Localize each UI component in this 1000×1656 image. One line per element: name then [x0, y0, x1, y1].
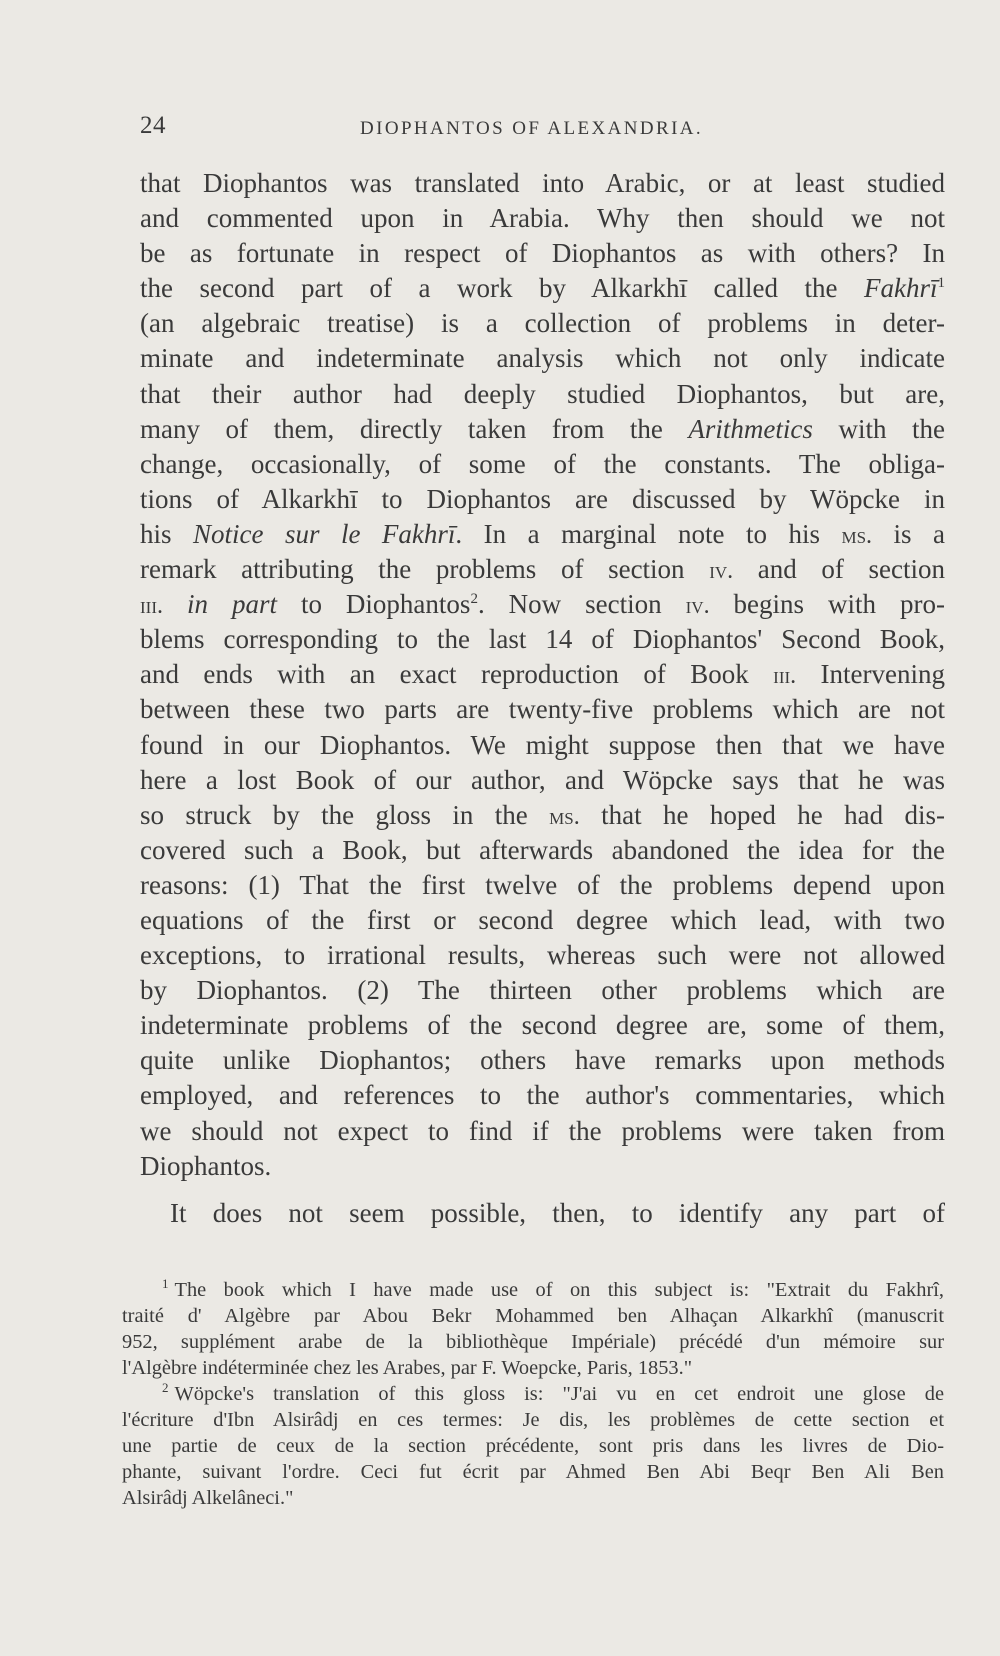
footnote-line: [122, 1381, 944, 1407]
text-line: [140, 798, 945, 833]
text-line: tions of Alkarkhī to Diophantos are discussed by Wöpcke in: [140, 483, 945, 514]
text-line: we should not expect to find if the problems were taken from: [140, 1115, 945, 1146]
page-number: 24: [140, 112, 166, 139]
text-line: It does not seem possible, then, to identify any part of: [170, 1197, 945, 1228]
footnote-line: une partie de ceux de la section précédente, sont pris dans les livres de Dio-: [122, 1435, 944, 1457]
running-title: DIOPHANTOS OF ALEXANDRIA.: [360, 118, 704, 139]
footnote-line: traité d' Algèbre par Abou Bekr Mohammed ben Alhaçan Alkarkhî (manuscrit: [122, 1305, 944, 1327]
text-line: Diophantos.: [140, 1150, 272, 1181]
text-line: (an algebraic treatise) is a collection of problems in deter-: [140, 308, 945, 339]
text-run: and ends with an exact reproduction of Book: [140, 659, 774, 690]
text-run: . In a marginal note to his: [455, 518, 842, 549]
text-line: that their author had deeply studied Diophantos, but are,: [140, 378, 945, 409]
text-line: be as fortunate in respect of Diophantos as with others? In: [140, 238, 945, 269]
paragraph-gap: [140, 1184, 945, 1196]
small-caps-book: iii.: [773, 663, 797, 690]
small-caps-ms: ms.: [841, 522, 873, 549]
text-line: [140, 552, 945, 587]
small-caps-section: iii.: [140, 593, 163, 620]
text-line: here a lost Book of our author, and Wöpcke says that he was: [140, 764, 945, 795]
footnote-ref-2: 2: [470, 591, 478, 608]
text-run: remark attributing the problems of section: [140, 554, 710, 585]
footnote-line: l'Algèbre indéterminée chez les Arabes, par F. Woepcke, Paris, 1853.": [122, 1357, 693, 1379]
footnote-line: l'écriture d'Ibn Alsirâdj en ces termes: Je dis, les problèmes de cette section et: [122, 1409, 944, 1431]
small-caps-ms: ms.: [549, 803, 580, 830]
text-run: and of section: [733, 554, 946, 585]
italic-title-fakhri: Fakhrī: [864, 273, 938, 304]
text-line: [140, 657, 945, 692]
footnote-line: 952, supplément arabe de la bibliothèque Impériale) précédé d'un mémoire sur: [122, 1331, 944, 1353]
text-run: begins with pro-: [709, 589, 946, 620]
footnote-marker-1: 1: [162, 1276, 169, 1292]
text-run: his: [140, 518, 193, 549]
italic-title-notice: Notice sur le Fakhrī: [193, 518, 456, 549]
text-run: the second part of a work by Alkarkhī called the: [140, 273, 864, 304]
text-run: Intervening: [796, 659, 946, 690]
text-line: reasons: (1) That the first twelve of the problems depend upon: [140, 869, 945, 900]
text-run: many of them, directly taken from the: [140, 413, 689, 444]
text-line: [140, 412, 945, 447]
footnote-line: Alsirâdj Alkelâneci.": [122, 1487, 294, 1509]
italic-in-part: in part: [162, 589, 277, 620]
text-line: between these two parts are twenty-five problems which are not: [140, 694, 945, 725]
small-caps-section: iv.: [709, 558, 734, 585]
text-line: quite unlike Diophantos; others have remarks upon methods: [140, 1045, 945, 1076]
text-line: [140, 517, 945, 552]
text-line: equations of the first or second degree which lead, with two: [140, 904, 945, 935]
running-head: [140, 112, 940, 152]
main-text: [140, 166, 945, 1231]
text-line: covered such a Book, but afterwards abandoned the idea for the: [140, 834, 945, 865]
footnote-ref-1: 1: [937, 275, 945, 292]
footnote-line: [122, 1277, 944, 1303]
text-run: . Now section: [477, 589, 686, 620]
footnote-line: phante, suivant l'ordre. Ceci fut écrit par Ahmed Ben Abi Beqr Ben Ali Ben: [122, 1461, 944, 1483]
text-run: with the: [812, 413, 945, 444]
text-run: so struck by the gloss in the: [140, 799, 550, 830]
footnotes: [122, 1277, 944, 1511]
text-line: found in our Diophantos. We might suppose then that we have: [140, 729, 945, 760]
text-run: to Diophantos: [276, 589, 471, 620]
text-line: blems corresponding to the last 14 of Diophantos' Second Book,: [140, 624, 945, 655]
text-line: that Diophantos was translated into Arabic, or at least studied: [140, 168, 945, 198]
small-caps-section: iv.: [685, 593, 710, 620]
text-line: [140, 271, 945, 306]
text-line: change, occasionally, of some of the constants. The obliga-: [140, 448, 945, 479]
text-line: minate and indeterminate analysis which not only indicate: [140, 343, 945, 374]
footnote-text: Wöpcke's translation of this gloss is: "J'ai vu en cet endroit une glose de: [174, 1383, 944, 1405]
italic-title-arithmetics: Arithmetics: [688, 413, 813, 444]
text-run: that he hoped he had dis-: [579, 799, 945, 830]
text-line: exceptions, to irrational results, whereas such were not allowed: [140, 940, 945, 971]
text-line: indeterminate problems of the second degree are, some of them,: [140, 1010, 945, 1041]
footnote-marker-2: 2: [162, 1380, 169, 1396]
text-line: by Diophantos. (2) The thirteen other problems which are: [140, 975, 945, 1006]
text-line: employed, and references to the author's commentaries, which: [140, 1080, 945, 1111]
text-run: is a: [872, 518, 945, 549]
text-line: [140, 587, 945, 622]
text-line: and commented upon in Arabia. Why then should we not: [140, 203, 945, 234]
footnote-text: The book which I have made use of on this subject is: "Extrait du Fakhrî,: [174, 1279, 944, 1301]
